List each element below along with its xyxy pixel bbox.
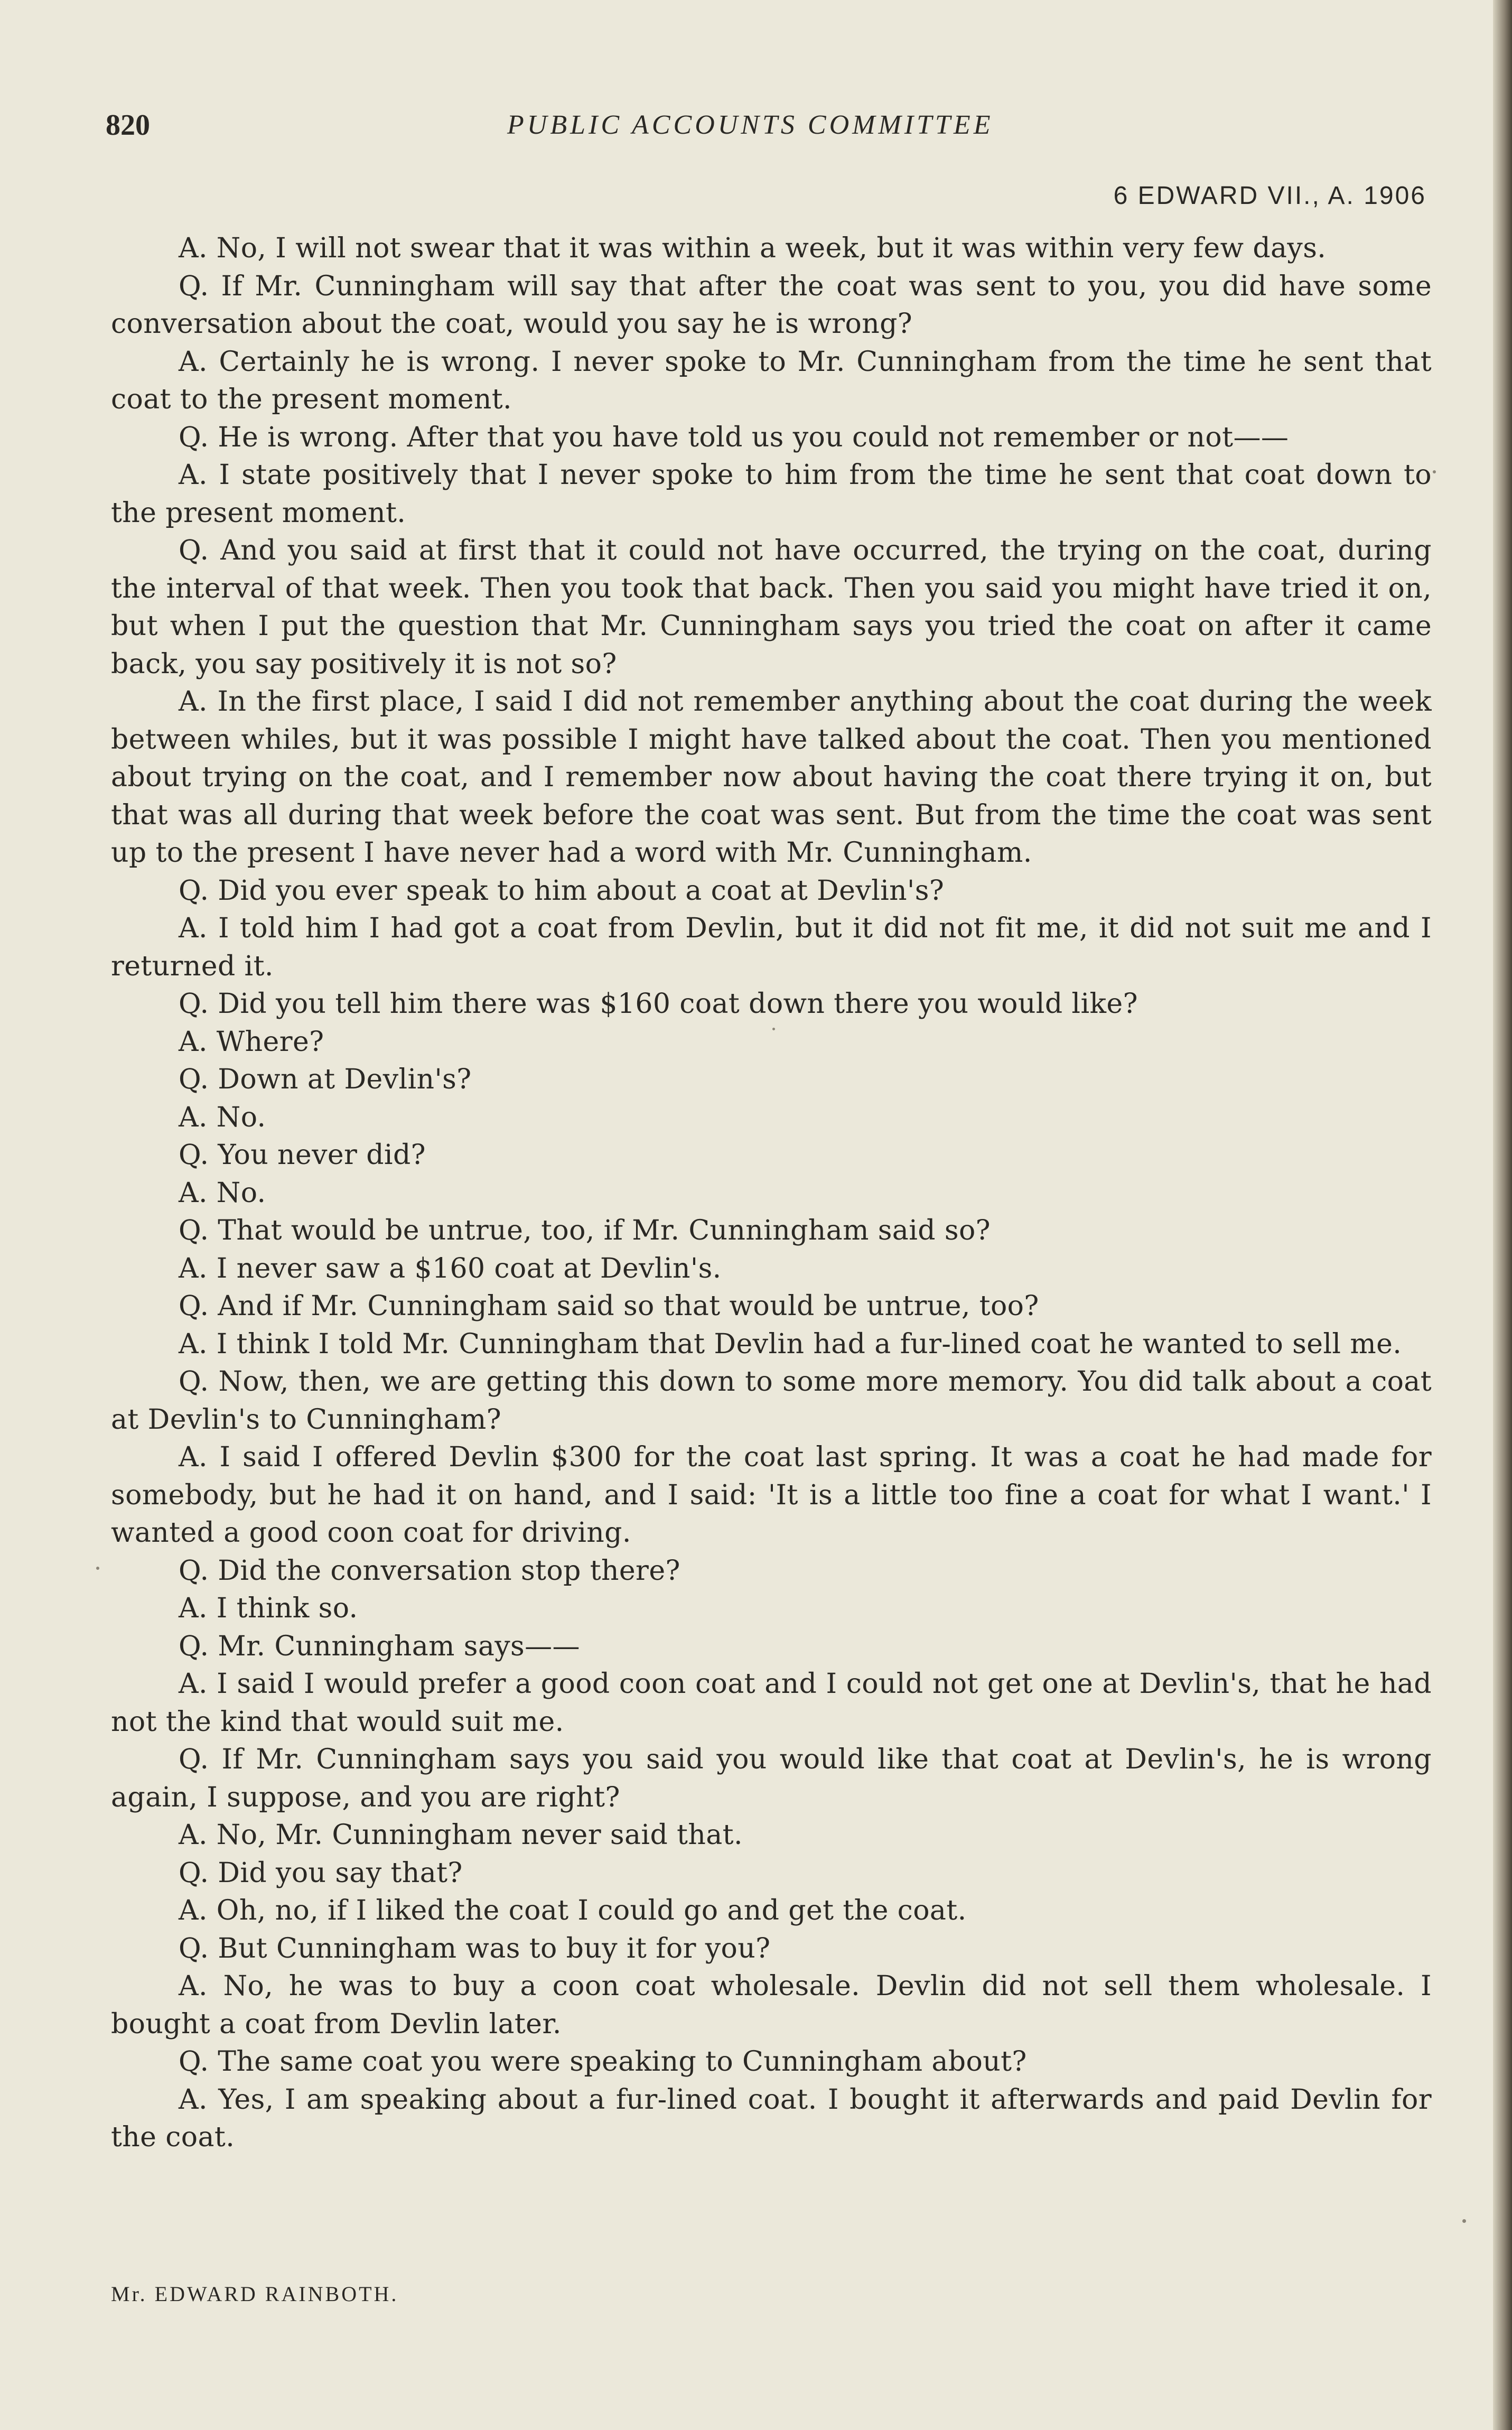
witness-footer: Mr. EDWARD RAINBOTH. bbox=[111, 2282, 399, 2306]
page-header bbox=[106, 108, 1426, 210]
paragraph: Q. Did the conversation stop there? bbox=[179, 1554, 680, 1587]
paragraph: A. No, Mr. Cunningham never said that. bbox=[179, 1819, 743, 1851]
paragraph: A. Where? bbox=[179, 1026, 324, 1058]
paragraph: A. Certainly he is wrong. I never spoke to Mr. Cunningham from the time he sent that coat to the present moment. bbox=[111, 346, 1432, 415]
paragraph: A. No, I will not swear that it was within a week, but it was within very few days. bbox=[179, 232, 1327, 264]
paper-speck bbox=[772, 1028, 775, 1030]
paragraph: A. No, he was to buy a coon coat wholesale. Devlin did not sell them wholesale. I bought a coat from Devlin later. bbox=[111, 1970, 1432, 2040]
paragraph: A. Oh, no, if I liked the coat I could go and get the coat. bbox=[179, 1895, 967, 1926]
paragraph: Q. Mr. Cunningham says—— bbox=[179, 1630, 580, 1662]
paragraph: A. I said I would prefer a good coon coat and I could not get one at Devlin's, that he had not the kind that would suit me. bbox=[111, 1668, 1432, 1738]
paragraph: A. I state positively that I never spoke to him from the time he sent that coat down to the present moment. bbox=[111, 459, 1432, 529]
paragraph: Q. The same coat you were speaking to Cunningham about? bbox=[179, 2046, 1027, 2078]
paragraph: Q. Now, then, we are getting this down to some more memory. You did talk about a coat at Devlin's to Cunningham? bbox=[111, 1366, 1432, 1436]
paragraph: Q. That would be untrue, too, if Mr. Cunningham said so? bbox=[179, 1215, 991, 1246]
paper-speck bbox=[1462, 2219, 1466, 2223]
paragraph: A. I think I told Mr. Cunningham that Devlin had a fur-lined coat he wanted to sell me. bbox=[179, 1328, 1402, 1360]
paper-speck bbox=[1433, 470, 1436, 473]
paragraph: A. I think so. bbox=[179, 1593, 358, 1624]
paragraph: Q. You never did? bbox=[179, 1139, 426, 1171]
paragraph: Q. If Mr. Cunningham says you said you would like that coat at Devlin's, he is wrong again, I suppose, and you are right? bbox=[111, 1744, 1432, 1813]
running-head: PUBLIC ACCOUNTS COMMITTEE bbox=[507, 110, 994, 140]
paragraph: Q. Did you tell him there was $160 coat down there you would like? bbox=[179, 988, 1138, 1020]
paragraph: A. I never saw a $160 coat at Devlin's. bbox=[179, 1252, 722, 1284]
paragraph: Q. But Cunningham was to buy it for you? bbox=[179, 1932, 771, 1965]
paragraph: Q. Down at Devlin's? bbox=[179, 1064, 472, 1095]
paragraph: Q. Did you ever speak to him about a coat at Devlin's? bbox=[179, 874, 945, 907]
paragraph: A. I told him I had got a coat from Devlin, but it did not fit me, it did not suit me and I returned it. bbox=[111, 913, 1432, 982]
paragraph: A. Yes, I am speaking about a fur-lined coat. I bought it afterwards and paid Devlin for the coat. bbox=[111, 2083, 1432, 2153]
paragraph: A. No. bbox=[179, 1177, 266, 1209]
paragraph: Q. And you said at first that it could not have occurred, the trying on the coat, during the interval of that week. Then you took that back. Then you said you might have tried it on, but when I put the question that Mr. Cunningham says you tried the coat on after it came back, you say positively it is not so? bbox=[111, 535, 1432, 680]
paper-speck bbox=[96, 1567, 99, 1570]
paragraph: A. I said I offered Devlin $300 for the coat last spring. It was a coat he had made for somebody, but he had it on hand, and I said: 'It is a little too fine a coat for what I want.' I wanted a good coon coat for driving. bbox=[111, 1441, 1432, 1549]
paragraph: Q. And if Mr. Cunningham said so that would be untrue, too? bbox=[179, 1290, 1039, 1322]
paragraph: A. In the first place, I said I did not remember anything about the coat during the week between whiles, but it was possible I might have talked about the coat. Then you mentioned about trying on the coat, and I remember now about having the coat there trying it on, but that was all during that week before the coat was sent. But from the time the coat was sent up to the present I have never had a word with Mr. Cunningham. bbox=[111, 686, 1432, 869]
page-number: 820 bbox=[106, 109, 150, 142]
page-binding-edge bbox=[1493, 0, 1512, 2430]
testimony-body bbox=[111, 230, 1432, 2157]
paragraph: Q. He is wrong. After that you have told us you could not remember or not—— bbox=[179, 421, 1289, 453]
session-reference: 6 EDWARD VII., A. 1906 bbox=[1113, 182, 1426, 210]
paragraph: A. No. bbox=[179, 1101, 266, 1133]
paragraph: Q. Did you say that? bbox=[179, 1857, 463, 1889]
paragraph: Q. If Mr. Cunningham will say that after the coat was sent to you, you did have some conversation about the coat, would you say he is wrong? bbox=[111, 270, 1432, 340]
